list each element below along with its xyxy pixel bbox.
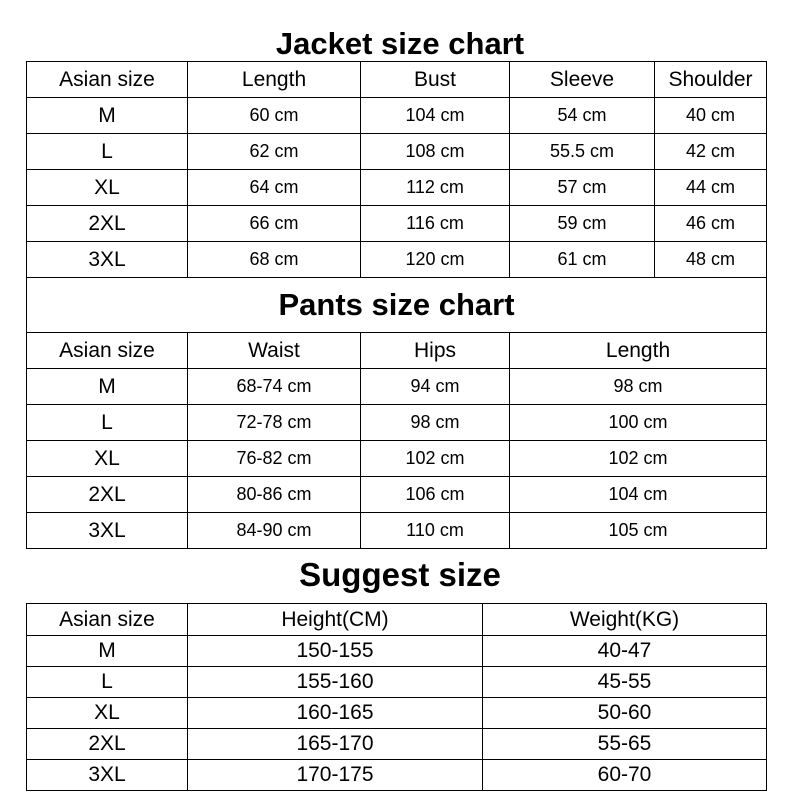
jacket-header-cell: Asian size	[27, 62, 188, 98]
jacket-cell: 60 cm	[188, 98, 361, 134]
pants-row	[27, 513, 767, 549]
pants-chart-title: Pants size chart	[27, 278, 767, 333]
suggest-cell: L	[27, 667, 188, 698]
pants-cell: 102 cm	[361, 441, 510, 477]
pants-row	[27, 441, 767, 477]
jacket-cell: 54 cm	[510, 98, 655, 134]
jacket-cell: 2XL	[27, 206, 188, 242]
suggest-cell: 2XL	[27, 729, 188, 760]
pants-header-cell: Length	[510, 333, 767, 369]
suggest-row	[27, 729, 767, 760]
pants-header-cell: Hips	[361, 333, 510, 369]
jacket-cell: M	[27, 98, 188, 134]
pants-cell: 72-78 cm	[188, 405, 361, 441]
suggest-header-cell: Height(CM)	[188, 604, 483, 636]
jacket-row	[27, 98, 767, 134]
pants-cell: 68-74 cm	[188, 369, 361, 405]
pants-header-cell: Waist	[188, 333, 361, 369]
pants-cell: L	[27, 405, 188, 441]
pants-cell: 76-82 cm	[188, 441, 361, 477]
suggest-cell: 60-70	[483, 760, 767, 791]
pants-header-cell: Asian size	[27, 333, 188, 369]
jacket-cell: 44 cm	[655, 170, 767, 206]
jacket-cell: 46 cm	[655, 206, 767, 242]
jacket-cell: 104 cm	[361, 98, 510, 134]
jacket-cell: XL	[27, 170, 188, 206]
suggest-cell: 160-165	[188, 698, 483, 729]
pants-cell: 98 cm	[510, 369, 767, 405]
suggest-cell: 155-160	[188, 667, 483, 698]
jacket-cell: 3XL	[27, 242, 188, 278]
pants-cell: 2XL	[27, 477, 188, 513]
suggest-cell: 165-170	[188, 729, 483, 760]
pants-cell: M	[27, 369, 188, 405]
jacket-cell: L	[27, 134, 188, 170]
pants-cell: 80-86 cm	[188, 477, 361, 513]
pants-cell: XL	[27, 441, 188, 477]
jacket-header-cell: Sleeve	[510, 62, 655, 98]
jacket-cell: 64 cm	[188, 170, 361, 206]
pants-cell: 105 cm	[510, 513, 767, 549]
pants-cell: 100 cm	[510, 405, 767, 441]
suggest-cell: 45-55	[483, 667, 767, 698]
pants-cell: 104 cm	[510, 477, 767, 513]
jacket-cell: 62 cm	[188, 134, 361, 170]
pants-header-row	[27, 333, 767, 369]
suggest-row	[27, 760, 767, 791]
jacket-cell: 61 cm	[510, 242, 655, 278]
suggest-size-table	[26, 603, 767, 791]
pants-title-row	[27, 278, 767, 333]
jacket-cell: 120 cm	[361, 242, 510, 278]
pants-row	[27, 477, 767, 513]
suggest-header-row	[27, 604, 767, 636]
suggest-header-cell: Weight(KG)	[483, 604, 767, 636]
suggest-cell: 3XL	[27, 760, 188, 791]
jacket-cell: 68 cm	[188, 242, 361, 278]
jacket-chart-title: Jacket size chart	[275, 26, 525, 61]
jacket-cell: 66 cm	[188, 206, 361, 242]
suggest-row	[27, 667, 767, 698]
jacket-cell: 42 cm	[655, 134, 767, 170]
pants-cell: 84-90 cm	[188, 513, 361, 549]
jacket-cell: 59 cm	[510, 206, 655, 242]
jacket-header-cell: Length	[188, 62, 361, 98]
jacket-header-cell: Shoulder	[655, 62, 767, 98]
jacket-cell: 57 cm	[510, 170, 655, 206]
pants-cell: 106 cm	[361, 477, 510, 513]
jacket-row	[27, 242, 767, 278]
pants-cell: 94 cm	[361, 369, 510, 405]
suggest-cell: 170-175	[188, 760, 483, 791]
suggest-row	[27, 636, 767, 667]
suggest-cell: 40-47	[483, 636, 767, 667]
suggest-size-title: Suggest size	[299, 556, 501, 593]
pants-cell: 3XL	[27, 513, 188, 549]
jacket-cell: 55.5 cm	[510, 134, 655, 170]
suggest-cell: 55-65	[483, 729, 767, 760]
pants-cell: 98 cm	[361, 405, 510, 441]
jacket-row	[27, 134, 767, 170]
jacket-pants-size-table	[26, 61, 767, 549]
jacket-cell: 116 cm	[361, 206, 510, 242]
pants-row	[27, 405, 767, 441]
jacket-header-row	[27, 62, 767, 98]
jacket-cell: 40 cm	[655, 98, 767, 134]
jacket-row	[27, 206, 767, 242]
suggest-cell: 150-155	[188, 636, 483, 667]
jacket-cell: 48 cm	[655, 242, 767, 278]
pants-cell: 110 cm	[361, 513, 510, 549]
suggest-header-cell: Asian size	[27, 604, 188, 636]
suggest-cell: XL	[27, 698, 188, 729]
suggest-row	[27, 698, 767, 729]
jacket-cell: 112 cm	[361, 170, 510, 206]
jacket-header-cell: Bust	[361, 62, 510, 98]
pants-cell: 102 cm	[510, 441, 767, 477]
suggest-cell: M	[27, 636, 188, 667]
jacket-row	[27, 170, 767, 206]
jacket-cell: 108 cm	[361, 134, 510, 170]
suggest-cell: 50-60	[483, 698, 767, 729]
pants-row	[27, 369, 767, 405]
